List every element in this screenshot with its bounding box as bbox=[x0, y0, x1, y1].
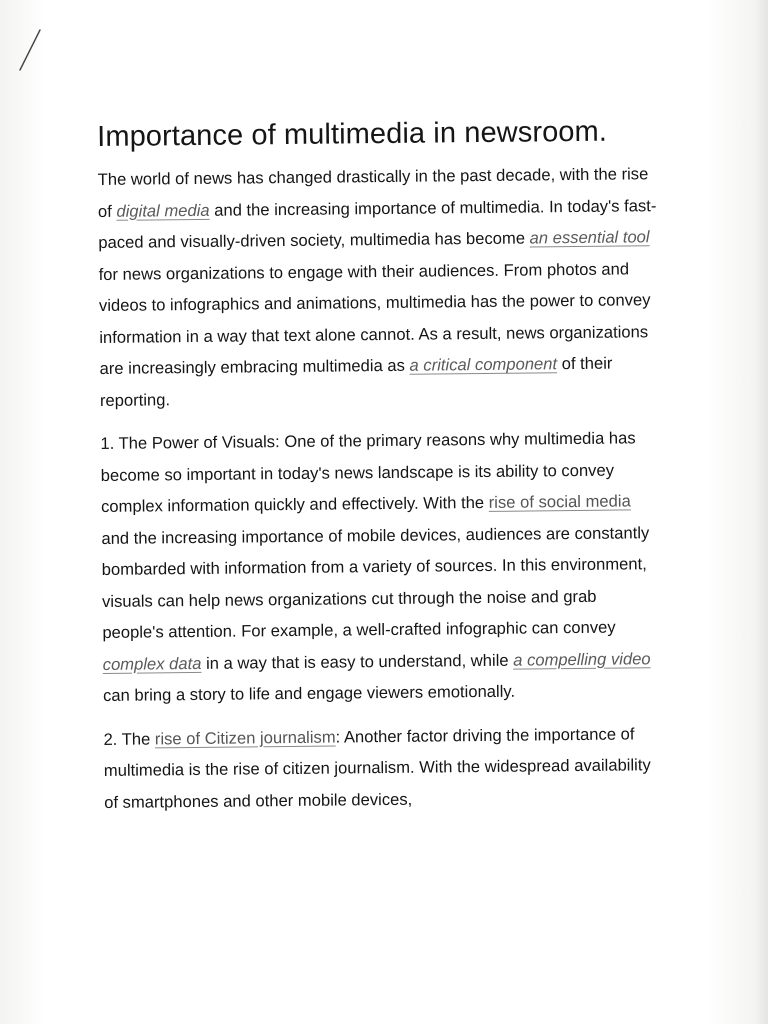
intro-paragraph: The world of news has changed drastically in the past decade, with the rise of digital media and the increasing importance of multimedia. In today's fast-paced and visually-driven society, multimedia has become an essential tool for news organizations to engage with their audiences. From photos and videos to infographics and animations, multimedia has the power to convey information in a way that text alone cannot. As a result, news organizations are increasingly embracing multimedia as a critical component of their reporting. bbox=[97, 164, 657, 410]
document-body bbox=[97, 112, 664, 830]
pen-mark bbox=[14, 26, 44, 74]
complex-data-link[interactable]: complex data bbox=[102, 653, 202, 674]
page-edge-shadow bbox=[754, 0, 768, 1024]
document-title: Importance of multimedia in newsroom. bbox=[97, 115, 608, 153]
digital-media-link[interactable]: digital media bbox=[116, 200, 210, 221]
essential-tool-link[interactable]: an essential tool bbox=[529, 227, 650, 248]
power-of-visuals-paragraph: 1. The Power of Visuals: One of the primary reasons why multimedia has become so important in today's news landscape is its ability to convey complex information quickly and effectively. With the rise of social media and the increasing importance of mobile devices, audiences are constantly bombarded with information from a variety of sources. In this environment, visuals can help news organizations cut through the noise and grab people's attention. For example, a well-crafted infographic can convey complex data in a way that is easy to understand, while a compelling video can bring a story to life and engage viewers emotionally. bbox=[100, 428, 651, 705]
critical-component-link[interactable]: a critical component bbox=[409, 354, 558, 375]
citizen-journalism-link[interactable]: rise of Citizen journalism bbox=[154, 727, 336, 748]
citizen-journalism-paragraph: 2. The rise of Citizen journalism: Another factor driving the importance of multimedia is the rise of citizen journalism. With the widespread availability of smartphones and other mobile devices, bbox=[103, 723, 651, 812]
rise-of-social-media-link[interactable]: rise of social media bbox=[488, 491, 631, 512]
compelling-video-link[interactable]: a compelling video bbox=[513, 648, 651, 670]
